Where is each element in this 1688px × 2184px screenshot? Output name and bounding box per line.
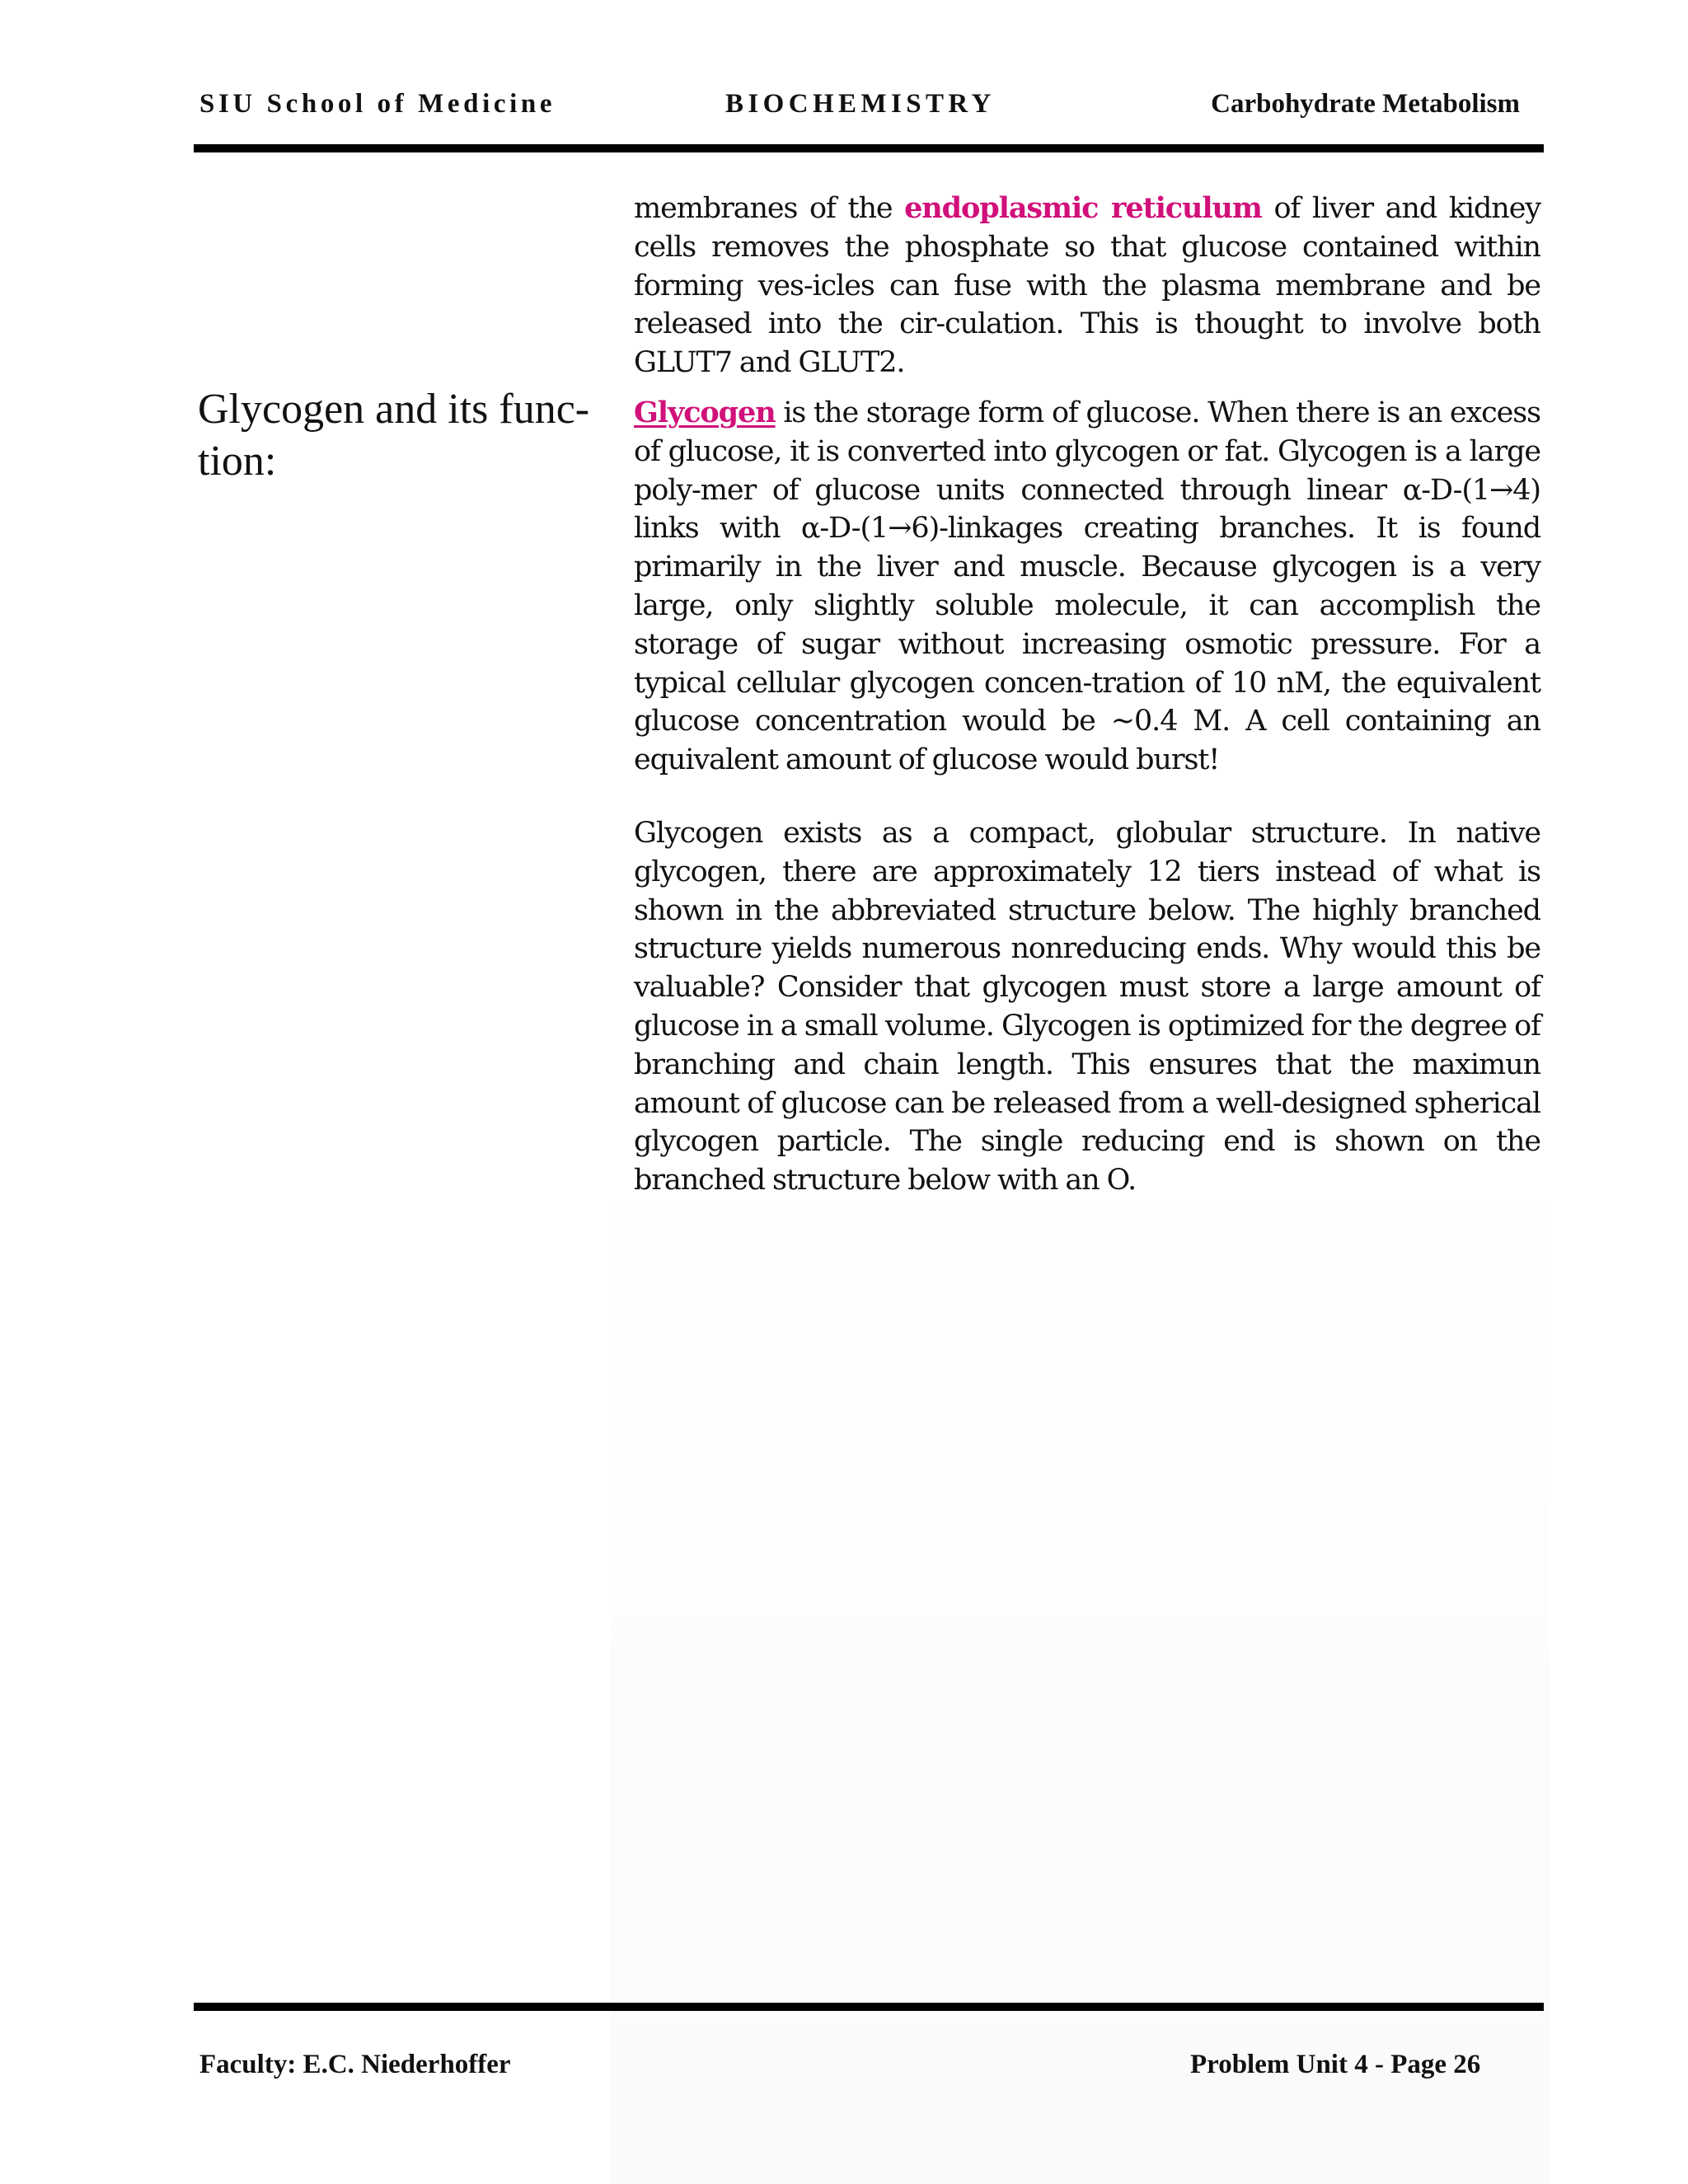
section-heading <box>198 383 602 487</box>
paragraph-glycogen-structure: Glycogen exists as a compact, globular structure. In native glycogen, there are approximately 12 tiers instead of what is shown in the abbreviated structure below. The highly branched structure yields numerous nonreducing ends. Why would this be valuable? Consider that glycogen must store a large amount of glucose in a small volume. Glycogen is optimized for the degree of branching and chain length. This ensures that the maximun amount of glucose can be released from a well-designed spherical glycogen particle. The single reducing end is shown on the branched structure below with an O. <box>634 817 1540 1197</box>
paragraph-er-phosphate <box>634 190 1540 382</box>
glycogen-link[interactable]: Glycogen <box>634 396 776 429</box>
footer-page-number: Problem Unit 4 - Page 26 <box>1190 2050 1481 2079</box>
endoplasmic-reticulum-term: endoplasmic reticulum <box>904 191 1262 225</box>
page-header <box>198 89 1543 127</box>
header-topic: Carbohydrate Metabolism <box>1211 89 1520 119</box>
page-background-tint <box>610 1146 1550 2184</box>
paragraph-glycogen-storage <box>634 394 1540 780</box>
paragraph-1-text-start: membranes of the <box>634 192 905 225</box>
header-institution: SIU School of Medicine <box>199 89 556 119</box>
paragraph-1-text-end: of liver and kidney cells removes the phosphate so that glucose contained within forming ves-icles can fuse with the plasma membrane and be released into the cir-culation. This is thought to involve both GLUT7 and GLUT2. <box>634 192 1540 380</box>
header-subject: BIOCHEMISTRY <box>725 89 996 119</box>
section-heading-line-1: Glycogen and its func- <box>198 386 590 433</box>
header-rule <box>194 144 1544 152</box>
footer-faculty: Faculty: E.C. Niederhoffer <box>199 2050 511 2079</box>
section-heading-line-2: tion: <box>198 438 277 485</box>
paragraph-2-text: is the storage form of glucose. When there is an excess of glucose, it is converted into glycogen or fat. Glycogen is a large poly-mer of glucose units connected through linear α-D-(1→4) links with α-D-(1→6)-linkages creating branches. It is found primarily in the liver and muscle. Because glycogen is a very large, only slightly soluble molecule, it can accomplish the storage of sugar without increasing osmotic pressure. For a typical cellular glycogen concen-tration of 10 nM, the equivalent glucose concentration would be ~0.4 M. A cell containing an equivalent amount of glucose would burst! <box>634 396 1540 777</box>
footer-rule <box>194 2003 1544 2011</box>
